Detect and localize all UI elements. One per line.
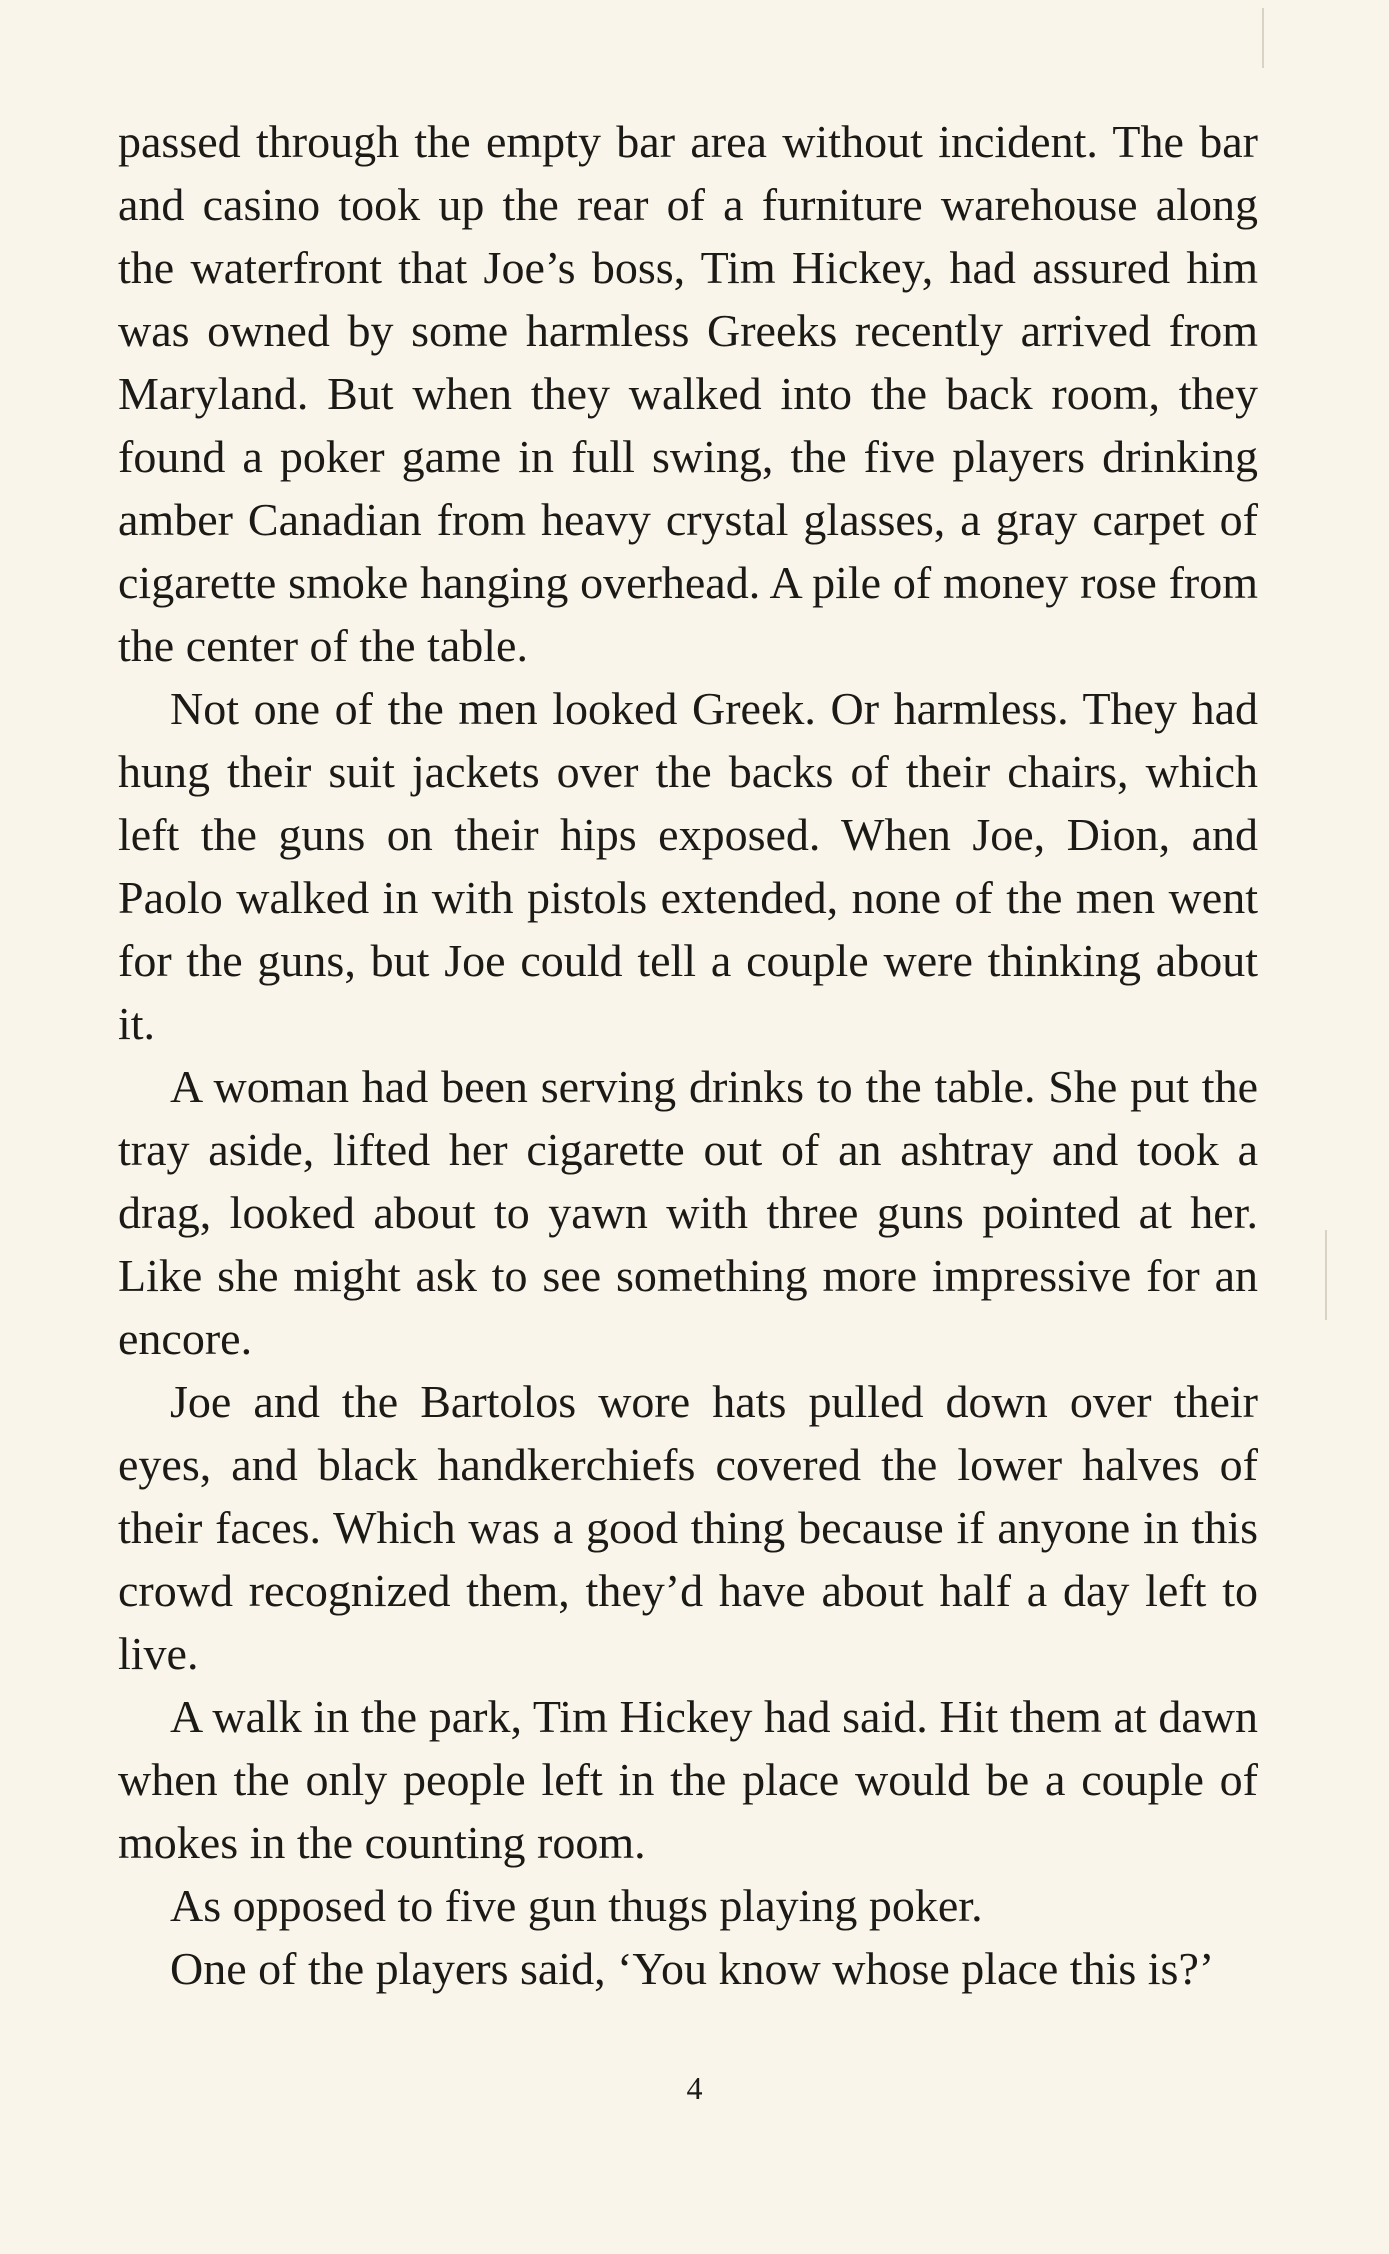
- paragraph: Not one of the men looked Greek. Or harmless. They had hung their suit jackets over the backs of their chairs, which left the guns on their hips exposed. When Joe, Dion, and Paolo walked in with pistols extended, none of the men went for the guns, but Joe could tell a couple were thinking about it.: [118, 683, 1258, 1049]
- paragraph: A walk in the park, Tim Hickey had said. Hit them at dawn when the only people left in the place would be a couple of mokes in the counting room.: [118, 1691, 1258, 1868]
- page-edge-mark: [1262, 8, 1264, 68]
- paragraph: Joe and the Bartolos wore hats pulled down over their eyes, and black handkerchiefs covered the lower halves of their faces. Which was a good thing because if anyone in this crowd recognized them, they’d have about half a day left to live.: [118, 1376, 1258, 1679]
- page-number: 4: [686, 2070, 703, 2106]
- body-text: [118, 110, 1258, 2000]
- page-edge-mark: [1325, 1230, 1327, 1320]
- paragraph: passed through the empty bar area without incident. The bar and casino took up the rear of a furniture warehouse along the waterfront that Joe’s boss, Tim Hickey, had assured him was owned by some harmless Greeks recently arrived from Maryland. But when they walked into the back room, they found a poker game in full swing, the five players drinking amber Canadian from heavy crystal glasses, a gray carpet of cigarette smoke hanging overhead. A pile of money rose from the center of the table.: [118, 116, 1258, 671]
- paragraph: A woman had been serving drinks to the table. She put the tray aside, lifted her cigarette out of an ashtray and took a drag, looked about to yawn with three guns pointed at her. Like she might ask to see something more impressive for an encore.: [118, 1061, 1258, 1364]
- paragraph: As opposed to five gun thugs playing poker.: [170, 1880, 983, 1931]
- paragraph: One of the players said, ‘You know whose place this is?’: [170, 1943, 1215, 1994]
